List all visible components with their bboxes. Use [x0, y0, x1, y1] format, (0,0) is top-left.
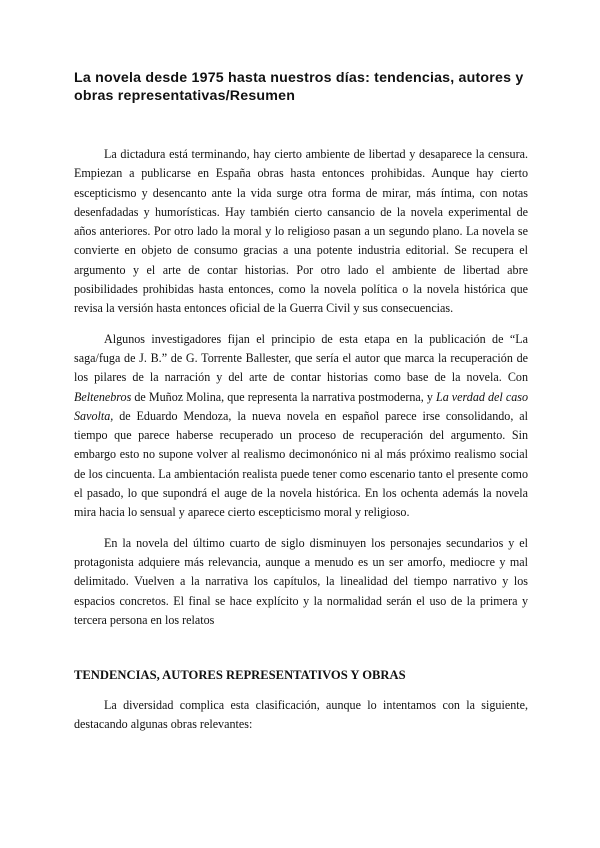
section-heading-tendencias: TENDENCIAS, AUTORES REPRESENTATIVOS Y OBRAS [74, 668, 406, 683]
work-title-savolta: La verdad del caso Savolta, [74, 389, 529, 423]
document-title: La novela desde 1975 hasta nuestros días: tendencias, autores y obras representativas/Resumen [74, 70, 524, 104]
paragraph-origins-text-1: Algunos investigadores fijan el principio de esta etapa en la publicación de “La saga/fuga de J. B.” de G. Torrente Ballester, que sería el autor que marca la recuperación de los pilares de la narración y del arte de contar historias como base de la novela. Con [74, 331, 528, 385]
work-title-beltenebros: Beltenebros [74, 389, 132, 404]
paragraph-origins-text-2: de Muñoz Molina, que representa la narrativa postmoderna, y [131, 389, 436, 404]
paragraph-intro: La dictadura está terminando, hay cierto ambiente de libertad y desaparece la censura. Empiezan a publicarse en España obras hasta entonces prohibidas. Aunque hay cierto escepticismo y desencanto ante la vida surge otra forma de mirar, más íntima, con notas desenfadadas y humorísticas. Hay también cierto cansancio de la novela experimental de años anteriores. Por otro lado la moral y lo religioso pasan a un segundo plano. La novela se convierte en objeto de consumo gracias a una potente industria editorial. Se recupera el argumento y el arte de contar historias. Por otro lado el ambiente de libertad abre posibilidades prohibidas hasta entonces, como la novela política o la novela histórica que revisa la versión hasta entonces oficial de la Guerra Civil y sus consecuencias. [74, 147, 528, 316]
paragraph-origins [74, 330, 528, 523]
paragraph-diversity: La diversidad complica esta clasificación, aunque lo intentamos con la siguiente, destacando algunas obras relevantes: [74, 698, 528, 732]
paragraph-origins-text-3: de Eduardo Mendoza, la nueva novela en español parece irse consolidando, al tiempo que parece haberse recuperado un proceso de recuperación del argumento. Sin embargo esto no supone volver al realismo decimonónico ni al más próximo realismo social de los cincuenta. La ambientación realista puede tener como escenario tanto el presente como el pasado, lo que supondrá el auge de la novela histórica. En los ochenta además la novela mira hacia lo sensual y aparece cierto escepticismo moral y religioso. [74, 408, 528, 520]
paragraph-characteristics: En la novela del último cuarto de siglo disminuyen los personajes secundarios y el protagonista adquiere más relevancia, aunque a menudo es un ser amorfo, mediocre y mal delimitado. Vuelven a la narrativa los capítulos, la linealidad del tiempo narrativo y los espacios concretos. El final se hace explícito y la normalidad serán el uso de la primera y tercera persona en los relatos [74, 535, 528, 627]
